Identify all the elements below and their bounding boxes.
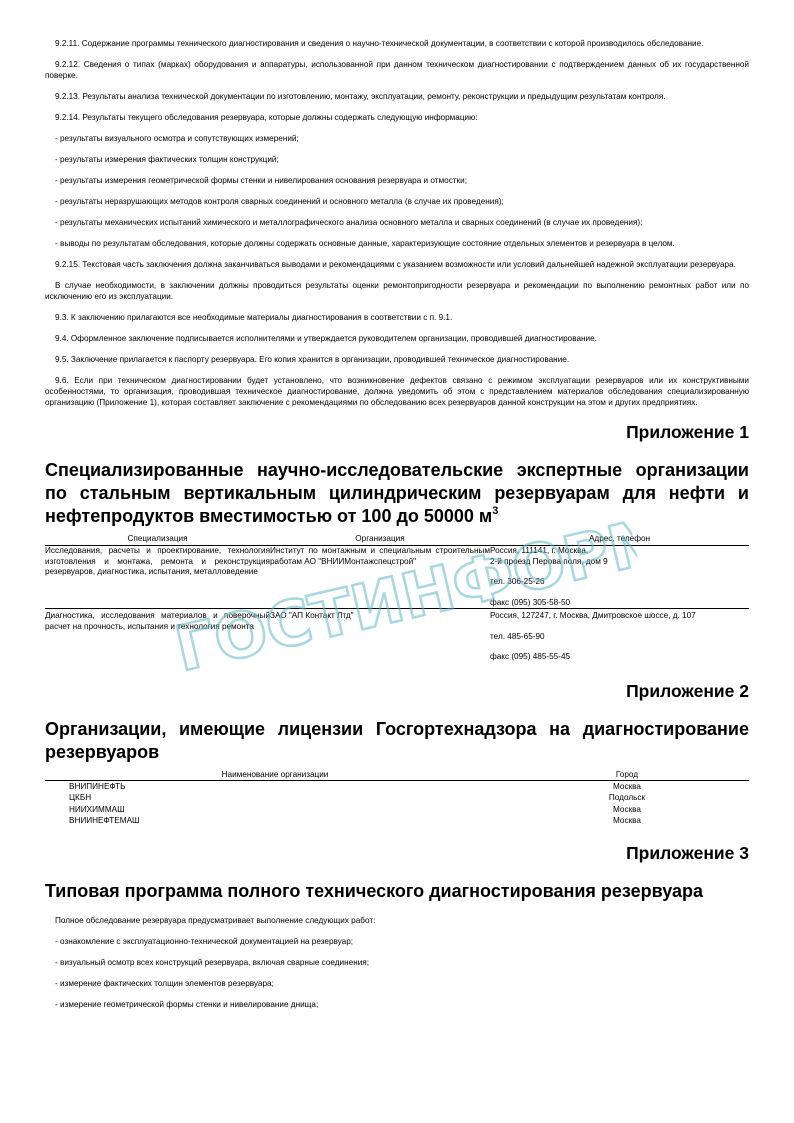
appendix-1-label: Приложение 1 [626, 422, 749, 442]
paragraph: - результаты визуального осмотра и сопутствующих измерений; [55, 134, 299, 143]
intro-section [45, 38, 749, 408]
table-header-row [45, 770, 749, 781]
paragraph: - результаты механических испытаний химического и металлографического анализа основного металла и сварных соединений (в случае их проведения); [55, 218, 643, 227]
appendix-3-label: Приложение 3 [626, 842, 749, 863]
organization-cell: ЗАО "АП Контакт Лтд" [270, 609, 490, 663]
org-name-cell: ВНИИНЕФТЕМАШ [69, 816, 140, 825]
table-row [45, 804, 749, 816]
appendix-3-body [45, 915, 749, 1010]
paragraph: - измерение геометрической формы стенки и нивелирование днища; [55, 999, 319, 1009]
appendix-1-title: Специализированные научно-исследовательские экспертные организации по стальным вертикальным цилиндрическим резервуарам для нефти и нефтепродуктов вместимостью от 100 до 50000 $м^3$ [45, 460, 749, 526]
org-name-cell: ЦКБН [69, 793, 92, 802]
paragraph: - результаты измерения геометрической формы стенки и нивелирования основания резервуара и отмостки; [55, 176, 467, 185]
paragraph: - результаты неразрушающих методов контроля сварных соединений и основного металла (в случае их проведения); [55, 197, 504, 206]
organization-cell: Институт по монтажным и специальным строительным работам АО "ВНИИМонтажспецстрой" [270, 546, 490, 566]
org-name-cell: НИИХИММАШ [69, 804, 125, 814]
paragraph: 9.3. К заключению прилагаются все необходимые материалы диагностирования в соответствии с п. 9.1. [55, 313, 453, 322]
paragraph: 9.2.14. Результаты текущего обследования резервуара, которые должны содержать следующую информацию: [55, 113, 478, 122]
column-header: Специализация [45, 534, 270, 546]
specialization-cell: Диагностика, исследования материалов и поверочный расчет на прочность, испытания и технология ремонта [45, 609, 270, 663]
paragraph: 9.5. Заключение прилагается к паспорту резервуара. Его копия хранится в организации, проводившей техническое диагностирование. [55, 355, 570, 364]
watermark-text: ГОСТИНФОРМ.РУ [168, 487, 647, 686]
column-header: Организация [270, 534, 490, 546]
table-header-row [45, 534, 749, 546]
document-page [45, 38, 749, 1020]
city-cell: Подольск [608, 793, 646, 802]
city-cell: Москва [613, 816, 641, 825]
table-row [45, 609, 749, 663]
specialization-cell: Исследования, расчеты и проектирование, технология изготовления и монтажа, ремонта и реконструкция резервуаров, диагностика, испытания, металловедение [45, 546, 270, 576]
paragraph: 9.4. Оформленное заключение подписывается исполнителями и утверждается руководителем организации, проводившей диагностирование. [55, 334, 597, 343]
appendix-2-label: Приложение 2 [626, 680, 749, 701]
address-cell: Россия, 111141, г. Москва, 2-й проезд Перова поля, дом 9 тел. 306-25-26 факс (095) 305-58-50 [490, 546, 608, 607]
address-cell: Россия, 127247, г. Москва, Дмитровское шоссе, д. 107 тел. 485-65-90 факс (095) 485-55-45 [490, 609, 749, 663]
appendix-3-title: Типовая программа полного технического диагностирования резервуара [45, 880, 704, 901]
table-row [45, 815, 749, 827]
paragraph: - измерение фактических толщин элементов резервуара; [55, 978, 274, 988]
paragraph: - визуальный осмотр всех конструкций резервуара, включая сварные соединения; [55, 957, 370, 967]
paragraph: Полное обследование резервуара предусматривает выполнение следующих работ: [55, 915, 376, 925]
paragraph: 9.2.12. Сведения о типах (марках) оборудования и аппаратуры, использованной при данном техническом диагностировании с подтверждением данных об их государственной поверке. [45, 60, 749, 80]
licensed-orgs-table [45, 770, 749, 827]
paragraph: 9.6. Если при техническом диагностировании будет установлено, что возникновение дефектов связано с режимом эксплуатации резервуаров или их конструктивными особенностями, то организация, проводившая техническое диагностирование, должна уведомить об этом с представлением материалов обследования специализированную организацию (Приложение 1), которая составляет заключение с рекомендациями по обследованию всех резервуаров данной конструкции на этом и других предприятиях. [45, 376, 749, 407]
column-header: Город [505, 770, 749, 781]
column-header: Адрес, телефон [490, 534, 749, 546]
appendix-2-title: Организации, имеющие лицензии Госгортехнадзора на диагностирование резервуаров [45, 718, 749, 762]
paragraph: - результаты измерения фактических толщин конструкций; [55, 155, 279, 164]
paragraph: 9.2.11. Содержание программы технического диагностирования и сведения о научно-технической документации, в соответствии с которой производилось обследование. [55, 39, 704, 48]
city-cell: Москва [613, 804, 641, 814]
paragraph: - выводы по результатам обследования, которые должны содержать основные данные, характеризующие состояние отдельных элементов и резервуара в целом. [55, 239, 675, 248]
org-name-cell: ВНИПИНЕФТЬ [69, 781, 126, 791]
paragraph: 9.2.13. Результаты анализа технической документации по изготовлению, монтажу, эксплуатации, ремонту, реконструкции и предыдущим результатам контроля. [55, 92, 666, 101]
column-header: Наименование организации [45, 770, 505, 781]
experts-table [45, 534, 749, 663]
paragraph: - ознакомление с эксплуатационно-технической документацией на резервуар; [55, 936, 354, 946]
paragraph: 9.2.15. Текстовая часть заключения должна заканчиваться выводами и рекомендациями с указанием возможности или условий дальнейшей надежной эксплуатации резервуара. [55, 260, 736, 269]
table-row [45, 546, 749, 609]
city-cell: Москва [613, 781, 641, 791]
paragraph: В случае необходимости, в заключении должны проводиться результаты оценки ремонтопригодности резервуара и рекомендации по выполнению ремонтных работ или по исключению его из эксплуатации. [45, 281, 749, 301]
table-row [45, 780, 749, 792]
table-row [45, 792, 749, 804]
